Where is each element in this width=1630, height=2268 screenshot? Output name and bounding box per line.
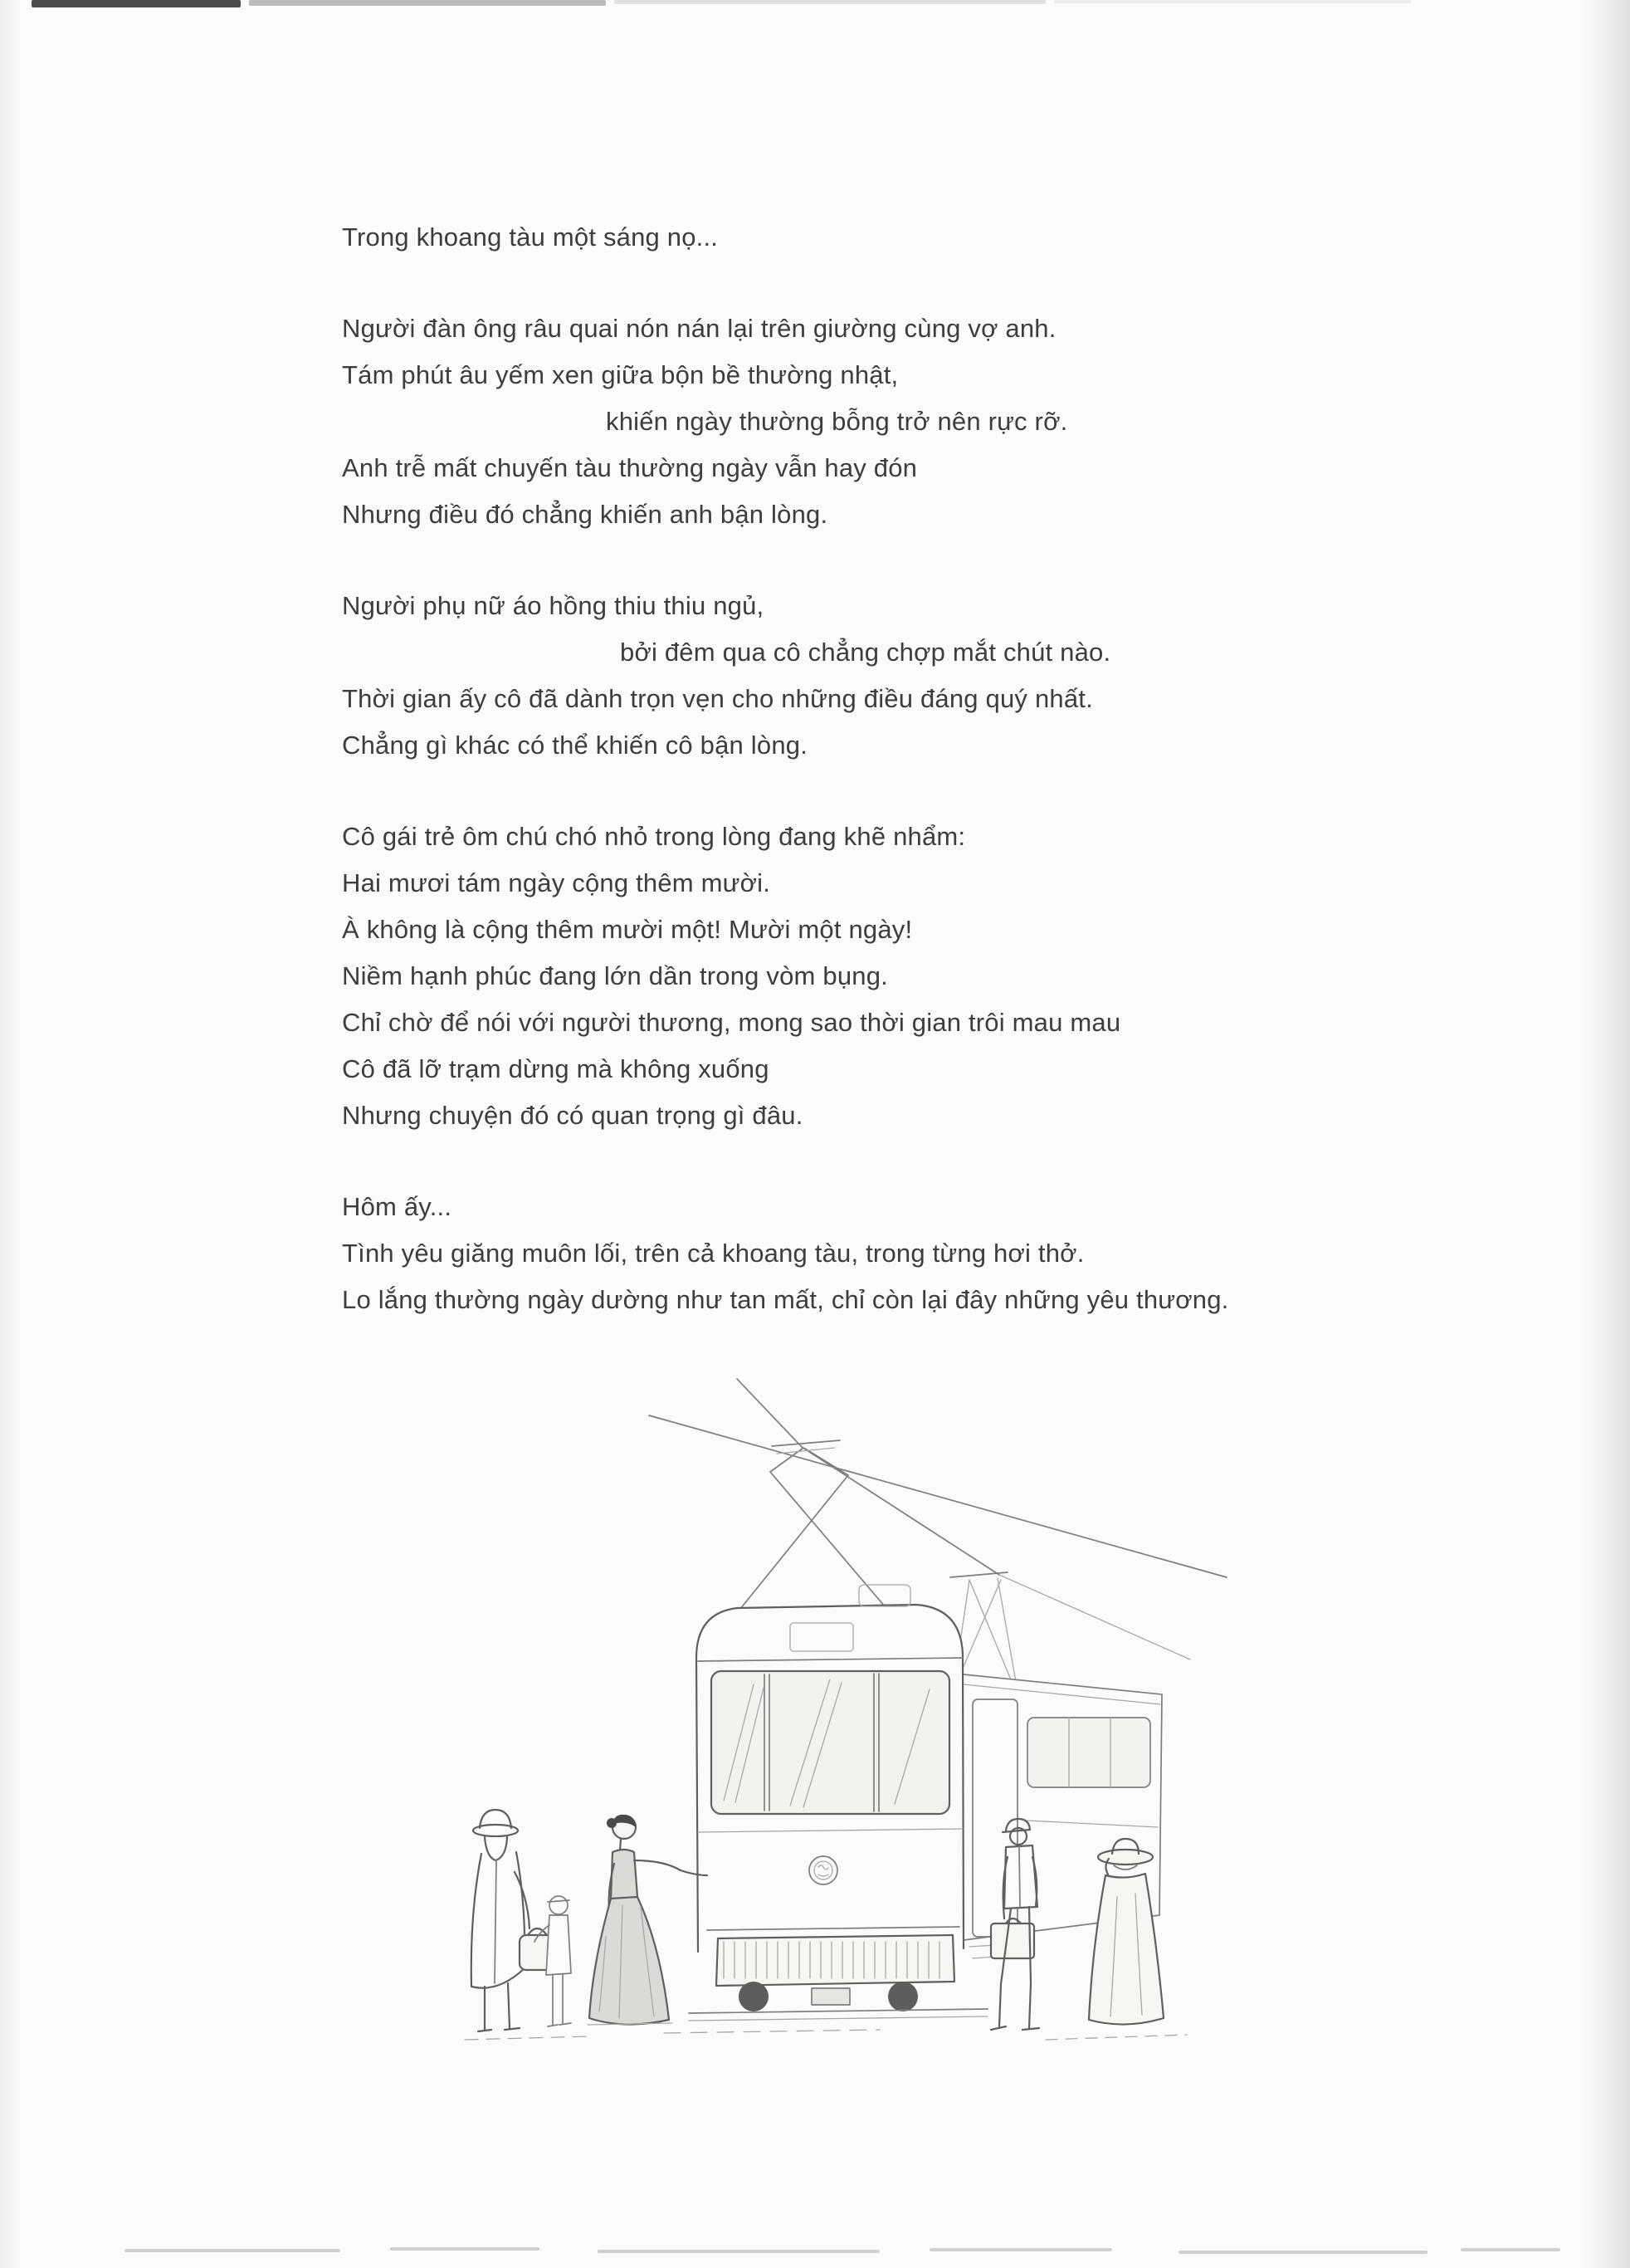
poem-line: bởi đêm qua cô chẳng chợp mắt chút nào. bbox=[620, 638, 1111, 667]
scan-edge-artifact bbox=[598, 2250, 880, 2253]
poem-stanza bbox=[342, 814, 1454, 1139]
poem-line: À không là cộng thêm mười một! Mười một ngày! bbox=[342, 915, 913, 944]
scan-edge-artifact bbox=[32, 0, 241, 7]
scan-edge-artifact bbox=[1054, 0, 1411, 3]
poem-line: Tám phút âu yếm xen giữa bộn bề thường nhật, bbox=[342, 360, 899, 389]
poem-line: Tình yêu giăng muôn lối, trên cả khoang tàu, trong từng hơi thở. bbox=[342, 1239, 1085, 1268]
poem-line: Lo lắng thường ngày dường như tan mất, chỉ còn lại đây những yêu thương. bbox=[342, 1285, 1229, 1314]
poem-line: Hai mươi tám ngày cộng thêm mười. bbox=[342, 868, 771, 897]
poem-line: Chỉ chờ để nói với người thương, mong sao thời gian trôi mau mau bbox=[342, 1008, 1121, 1037]
front-grille bbox=[716, 1935, 954, 1986]
page-edge-shadow bbox=[0, 0, 22, 2268]
poem-line: Cô gái trẻ ôm chú chó nhỏ trong lòng đang khẽ nhẩm: bbox=[342, 822, 966, 851]
poem-line: Người đàn ông râu quai nón nán lại trên giường cùng vợ anh. bbox=[342, 314, 1057, 343]
poem-line: Thời gian ấy cô đã dành trọn vẹn cho những điều đáng quý nhất. bbox=[342, 684, 1093, 713]
poem-line: khiến ngày thường bỗng trở nên rực rỡ. bbox=[606, 407, 1068, 436]
poem-line: Người phụ nữ áo hồng thiu thiu ngủ, bbox=[342, 591, 764, 620]
tram-sketch bbox=[415, 1366, 1228, 2063]
coupler bbox=[812, 1988, 850, 2005]
poem-line: Anh trễ mất chuyến tàu thường ngày vẫn hay đón bbox=[342, 453, 918, 482]
scan-edge-artifact bbox=[249, 0, 606, 6]
wheel-icon bbox=[888, 1982, 918, 2011]
ground-strokes bbox=[465, 2030, 1187, 2040]
scan-edge-artifact bbox=[1461, 2248, 1560, 2251]
poem-stanza bbox=[342, 1184, 1454, 1323]
old-man-with-bag bbox=[471, 1810, 556, 2031]
poem-stanza bbox=[342, 583, 1454, 769]
poem-line: Trong khoang tàu một sáng nọ... bbox=[342, 222, 719, 252]
poem-line: Hôm ấy... bbox=[342, 1192, 452, 1221]
scan-edge-artifact bbox=[1179, 2251, 1427, 2254]
woman-in-long-dress bbox=[588, 1815, 707, 2025]
scan-edge-artifact bbox=[614, 0, 1046, 4]
tram-front-car bbox=[689, 1585, 988, 2021]
poem-line: Nhưng điều đó chẳng khiến anh bận lòng. bbox=[342, 500, 828, 529]
pantograph-front-icon bbox=[740, 1440, 885, 1609]
poem-text bbox=[342, 214, 1454, 1368]
page-edge-shadow bbox=[1582, 0, 1630, 2268]
poem-intro bbox=[342, 214, 1454, 261]
poem-line: Niềm hạnh phúc đang lớn dần trong vòm bụng. bbox=[342, 961, 888, 990]
scan-edge-artifact bbox=[930, 2248, 1112, 2251]
wheel-icon bbox=[739, 1982, 769, 2011]
poem-stanza bbox=[342, 305, 1454, 538]
scan-edge-artifact bbox=[124, 2249, 340, 2252]
tram-illustration bbox=[415, 1366, 1228, 2063]
scan-edge-artifact bbox=[390, 2247, 539, 2251]
poem-line: Nhưng chuyện đó có quan trọng gì đâu. bbox=[342, 1101, 803, 1130]
poem-line: Chẳng gì khác có thể khiến cô bận lòng. bbox=[342, 731, 808, 760]
poem-line: Cô đã lỡ trạm dừng mà không xuống bbox=[342, 1054, 769, 1083]
